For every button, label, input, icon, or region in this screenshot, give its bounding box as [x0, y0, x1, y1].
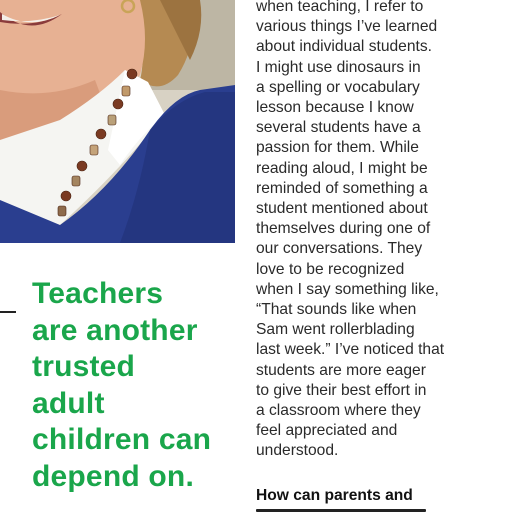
teacher-photo	[0, 0, 235, 243]
margin-rule	[0, 311, 16, 313]
article-line: I might use dinosaurs in	[256, 58, 421, 76]
pull-quote-line: trusted	[32, 350, 136, 384]
section-subhead: How can parents and	[256, 487, 413, 504]
pull-quote-line: are another	[32, 313, 198, 347]
article-line: “That sounds like when	[256, 301, 417, 319]
article-line: reminded of something a	[256, 179, 428, 197]
article-line: when teaching, I refer to	[256, 0, 424, 15]
article-body	[256, 0, 512, 462]
article-line: a classroom where they	[256, 402, 421, 420]
article-line: several students have a	[256, 119, 421, 137]
pull-quote-line: Teachers	[32, 277, 164, 310]
pull-quote-line: depend on.	[32, 459, 194, 493]
teacher-portrait-illustration	[0, 0, 235, 243]
pull-quote	[32, 276, 247, 496]
article-line: understood.	[256, 442, 339, 460]
pull-quote-line: adult	[32, 386, 105, 420]
article-line: passion for them. While	[256, 139, 419, 157]
article-line: students are more eager	[256, 361, 426, 379]
article-line: themselves during one of	[256, 220, 431, 238]
article-line: Sam went rollerblading	[256, 321, 415, 339]
article-line: when I say something like,	[256, 280, 439, 298]
article-line: last week.” I’ve noticed that	[256, 341, 445, 359]
article-line: various things I’ve learned	[256, 18, 438, 36]
article-line: a spelling or vocabulary	[256, 78, 420, 96]
article-line: about individual students.	[256, 38, 432, 56]
article-line: reading aloud, I might be	[256, 159, 428, 177]
article-line: feel appreciated and	[256, 422, 398, 440]
article-line: to give their best effort in	[256, 381, 427, 399]
pull-quote-line: children can	[32, 423, 212, 457]
article-line: love to be recognized	[256, 260, 405, 278]
cut-off-next-line	[256, 507, 436, 512]
article-line: our conversations. They	[256, 240, 423, 258]
article-line: lesson because I know	[256, 99, 414, 117]
article-line: student mentioned about	[256, 200, 428, 218]
